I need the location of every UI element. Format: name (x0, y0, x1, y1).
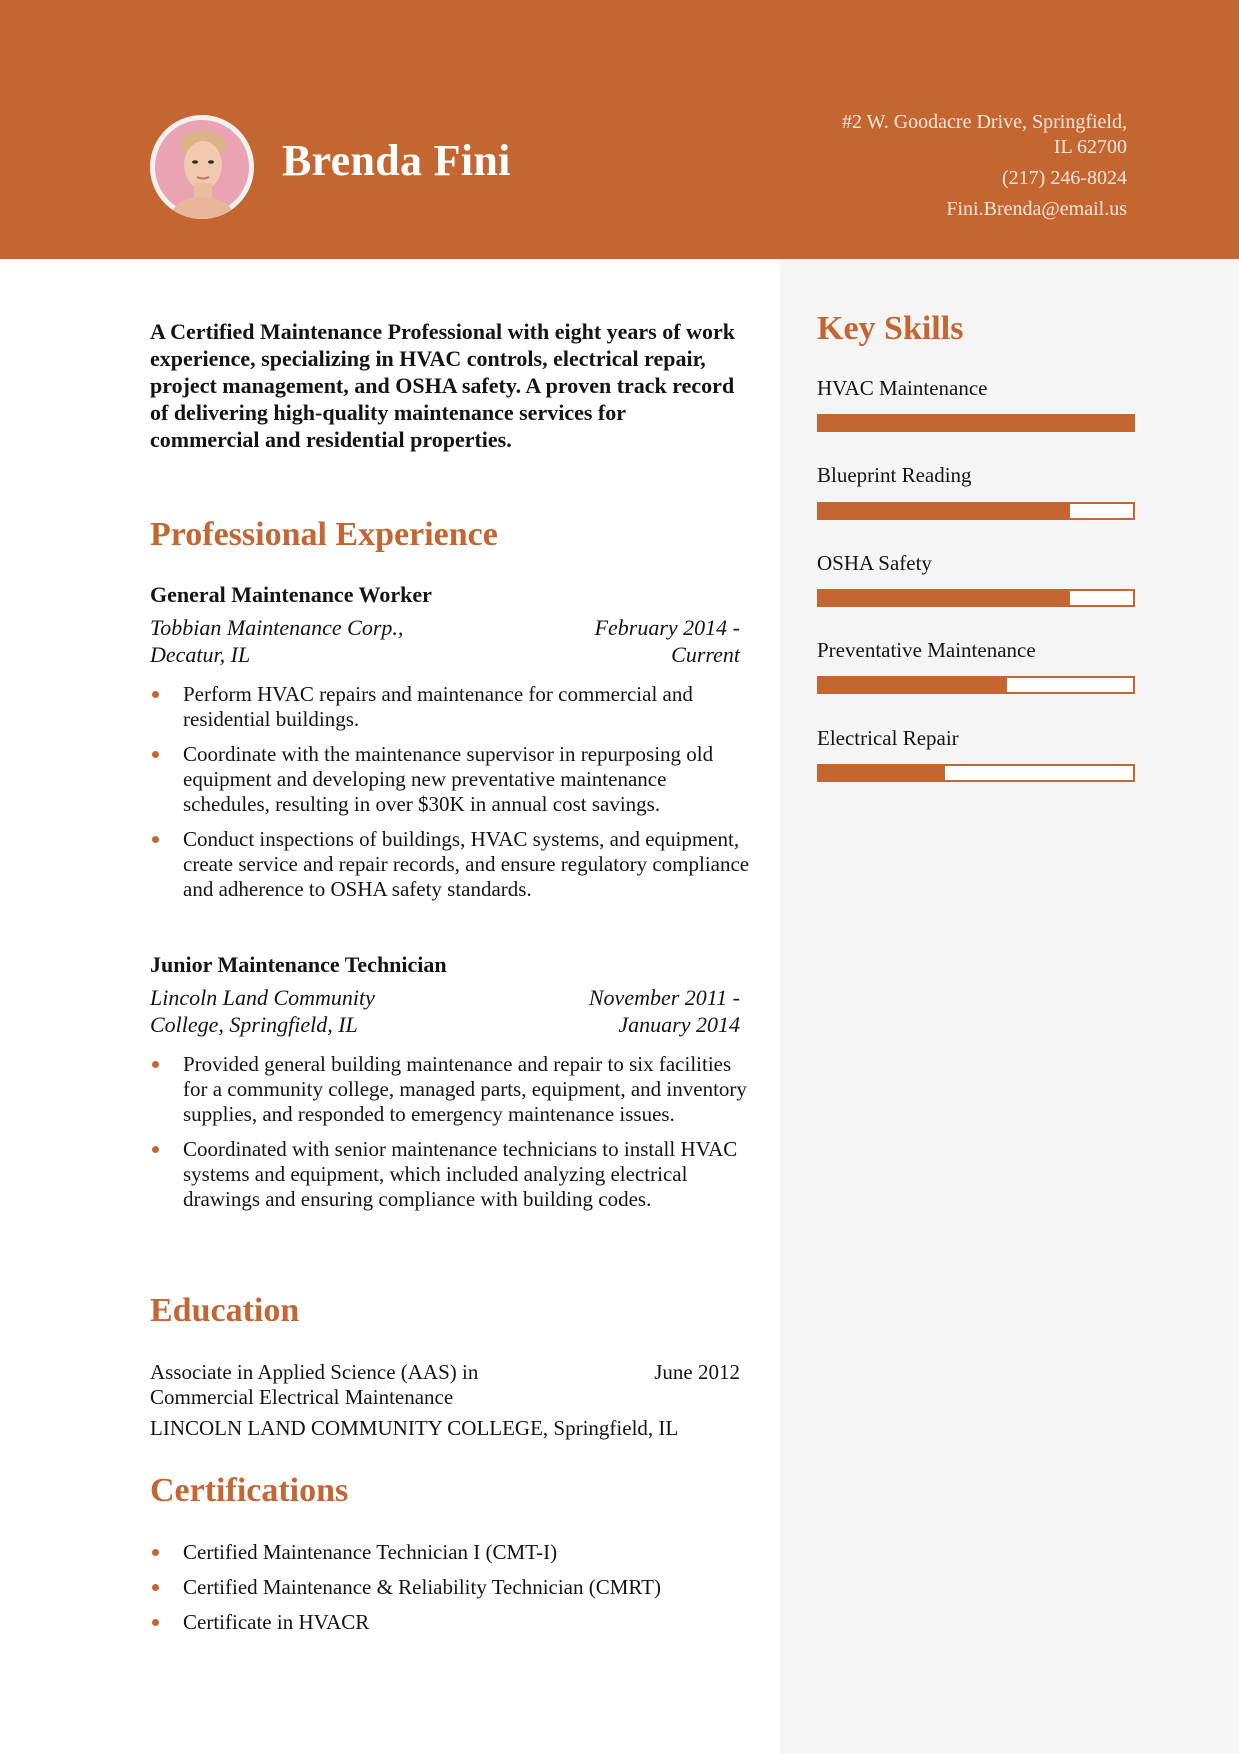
job-company-line-1: Lincoln Land Community (150, 985, 375, 1010)
skill-label: Preventative Maintenance (817, 638, 1036, 662)
skill-bar-fill (819, 591, 1070, 605)
avatar (150, 115, 254, 219)
skill-bar (817, 764, 1135, 782)
summary-text: A Certified Maintenance Professional with eight years of work experience, specializing in HVAC controls, electrical repair, project management, and OSHA safety. A proven track record of delivering high-quality maintenance services for commercial and residential properties. (150, 319, 735, 452)
job-date-line-2: Current (671, 642, 740, 667)
skill-bar-fill (819, 504, 1070, 518)
bullet-icon (152, 1549, 159, 1556)
job-title: Junior Maintenance Technician (150, 952, 447, 977)
job-title: General Maintenance Worker (150, 582, 432, 607)
school-name: LINCOLN LAND COMMUNITY COLLEGE, Springfield, IL (150, 1416, 679, 1440)
education-date: June 2012 (654, 1360, 740, 1384)
job-company-line-2: Decatur, IL (150, 642, 251, 667)
skill-bar-fill (819, 678, 1007, 692)
list-item (150, 742, 750, 817)
bullet-icon (152, 691, 159, 698)
degree (150, 1360, 550, 1410)
skill-label: OSHA Safety (817, 551, 932, 575)
job-bullets (150, 682, 750, 912)
address-line-1: #2 W. Goodacre Drive, Springfield, (842, 111, 1127, 133)
skill-bar (817, 676, 1135, 694)
skill-bar-fill (819, 766, 945, 780)
job-bullets (150, 1052, 750, 1222)
bullet-icon (152, 1146, 159, 1153)
candidate-name: Brenda Fini (282, 136, 511, 185)
job-dates (520, 984, 740, 1038)
job-date-line-1: February 2014 - (594, 615, 740, 640)
bullet-text: Perform HVAC repairs and maintenance for commercial and residential buildings. (183, 682, 693, 731)
degree-line-1: Associate in Applied Science (AAS) in (150, 1360, 479, 1384)
list-item (150, 682, 750, 732)
skills-heading: Key Skills (817, 310, 964, 347)
education-heading: Education (150, 1292, 300, 1329)
list-item (150, 1610, 750, 1635)
address-line-2: IL 62700 (1053, 136, 1127, 158)
skill-label: Blueprint Reading (817, 463, 972, 487)
address (767, 110, 1127, 160)
bullet-icon (152, 1584, 159, 1591)
bullet-text: Conduct inspections of buildings, HVAC systems, and equipment, create service and repair records, and ensure regulatory compliance and adherence to OSHA safety standards. (183, 827, 750, 901)
list-item (150, 1052, 750, 1127)
summary-block (150, 318, 740, 453)
bullet-text: Provided general building maintenance and repair to six facilities for a community college, managed parts, equipment, and inventory supplies, and responded to emergency maintenance issues. (183, 1052, 747, 1126)
certification-text: Certified Maintenance & Reliability Technician (CMRT) (183, 1575, 661, 1599)
degree-line-2: Commercial Electrical Maintenance (150, 1385, 454, 1409)
bullet-icon (152, 1061, 159, 1068)
skill-bar (817, 414, 1135, 432)
list-item (150, 1137, 750, 1212)
profile-photo-icon (150, 115, 254, 219)
bullet-icon (152, 751, 159, 758)
job-company (150, 984, 480, 1038)
certification-text: Certified Maintenance Technician I (CMT-I) (183, 1540, 558, 1564)
skill-bar-fill (819, 416, 1133, 430)
bullet-text: Coordinated with senior maintenance technicians to install HVAC systems and equipment, which included analyzing electrical drawings and ensuring compliance with building codes. (183, 1137, 738, 1211)
job-meta (150, 614, 740, 670)
job-company-line-1: Tobbian Maintenance Corp., (150, 615, 404, 640)
bullet-icon (152, 836, 159, 843)
job-company-line-2: College, Springfield, IL (150, 1012, 358, 1037)
skill-bar (817, 589, 1135, 607)
certifications-heading: Certifications (150, 1472, 349, 1509)
job-company (150, 614, 480, 668)
list-item (150, 827, 750, 902)
experience-heading: Professional Experience (150, 516, 498, 553)
job-meta (150, 984, 740, 1040)
email[interactable]: Fini.Brenda@email.us (946, 198, 1127, 220)
list-item (150, 1540, 750, 1565)
list-item (150, 1575, 750, 1600)
job-date-line-2: January 2014 (618, 1012, 740, 1037)
skill-bar (817, 502, 1135, 520)
job-dates (520, 614, 740, 668)
skill-label: HVAC Maintenance (817, 376, 988, 400)
bullet-text: Coordinate with the maintenance supervisor in repurposing old equipment and developing new preventative maintenance schedules, resulting in over $30K in annual cost savings. (183, 742, 714, 816)
job-date-line-1: November 2011 - (588, 985, 740, 1010)
skill-label: Electrical Repair (817, 726, 959, 750)
certifications-list (150, 1540, 750, 1645)
contact-info (767, 110, 1127, 228)
bullet-icon (152, 1619, 159, 1626)
certification-text: Certificate in HVACR (183, 1610, 370, 1634)
phone: (217) 246-8024 (1002, 167, 1127, 189)
